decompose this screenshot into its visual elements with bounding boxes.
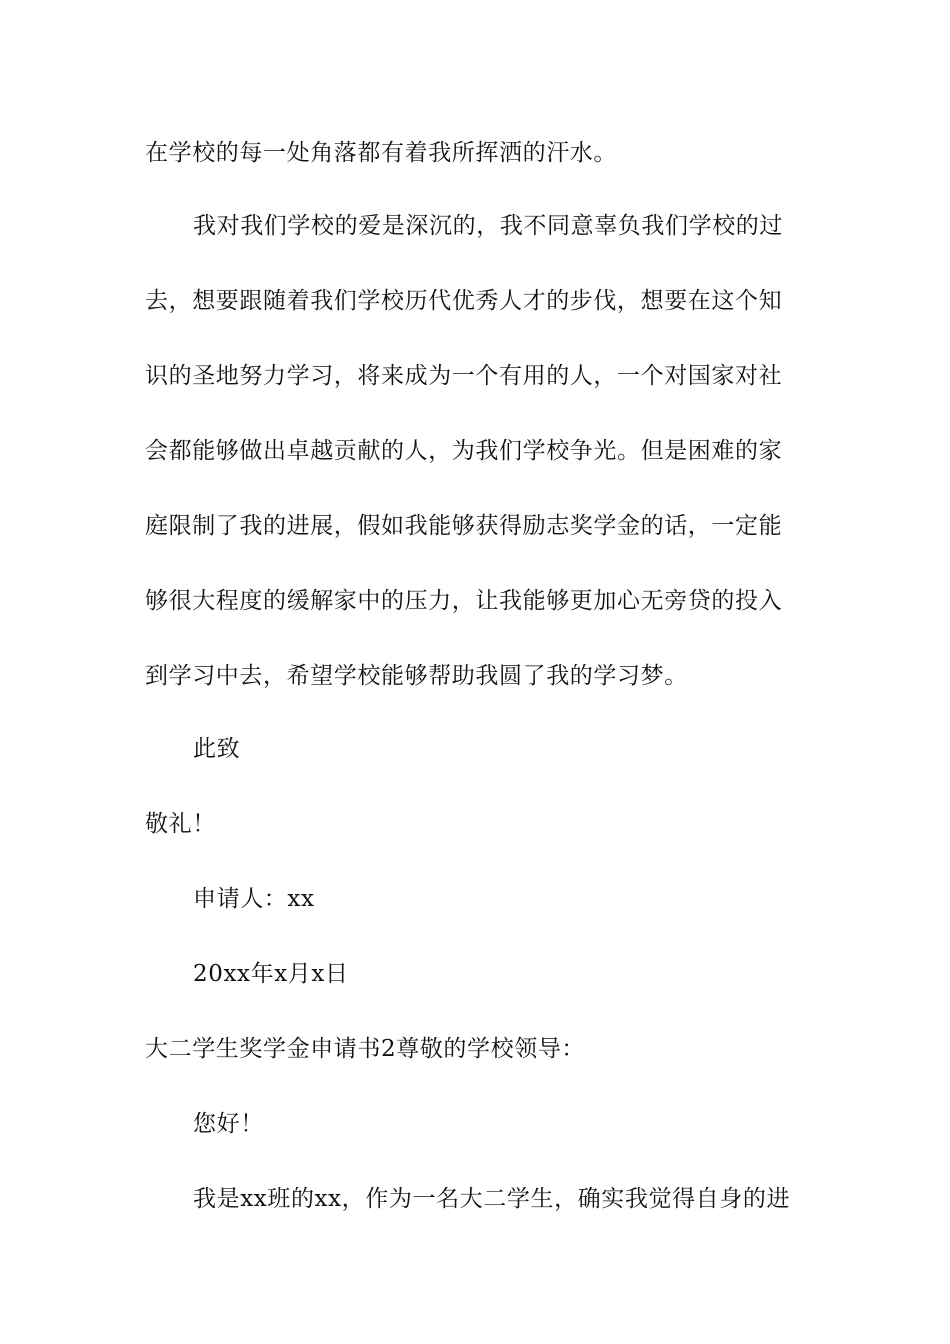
- paragraph-line: 我对我们学校的爱是深沉的，我不同意辜负我们学校的过: [193, 213, 783, 239]
- paragraph-line: 庭限制了我的进展，假如我能够获得励志奖学金的话，一定能: [145, 513, 783, 539]
- paragraph-line: 会都能够做出卓越贡献的人，为我们学校争光。但是困难的家: [145, 438, 783, 464]
- paragraph-line: 我是xx班的xx，作为一名大二学生，确实我觉得自身的进: [193, 1186, 791, 1212]
- paragraph-line: 识的圣地努力学习，将来成为一个有用的人，一个对国家对社: [145, 363, 783, 389]
- paragraph-line: 去，想要跟随着我们学校历代优秀人才的步伐，想要在这个知: [145, 288, 783, 314]
- paragraph-line: 在学校的每一处角落都有着我所挥洒的汗水。: [145, 140, 617, 166]
- greeting-line: 您好！: [193, 1111, 264, 1137]
- section-heading: 大二学生奖学金申请书2尊敬的学校领导：: [145, 1036, 586, 1062]
- applicant-signature: 申请人：xx: [193, 886, 315, 912]
- paragraph-line: 够很大程度的缓解家中的压力，让我能够更加心无旁贷的投入: [145, 588, 783, 614]
- paragraph-line: 到学习中去，希望学校能够帮助我圆了我的学习梦。: [145, 663, 688, 689]
- closing-regards: 敬礼！: [145, 811, 216, 837]
- closing-salutation: 此致: [193, 736, 241, 762]
- date-line: 20xx年x月x日: [193, 961, 349, 987]
